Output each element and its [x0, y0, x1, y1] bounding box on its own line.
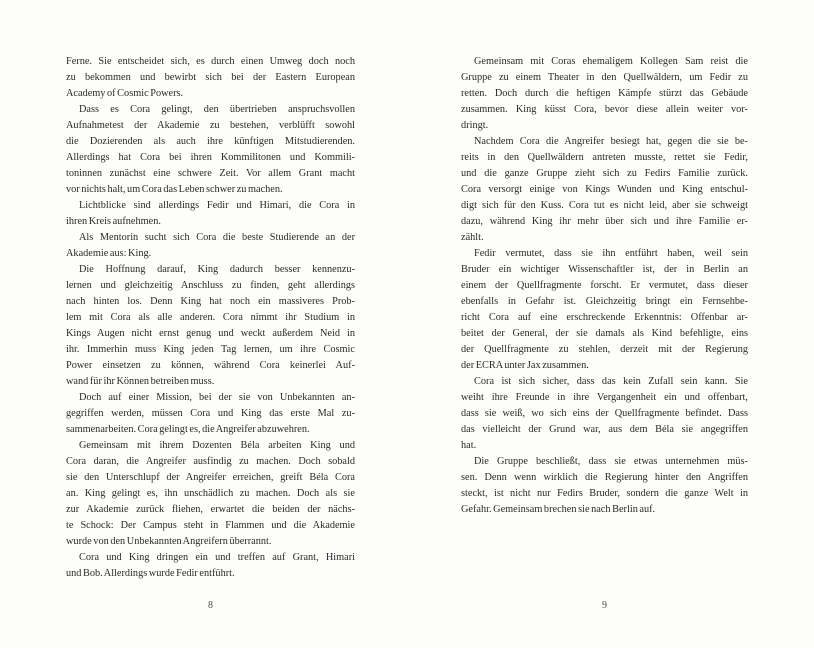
text-line: dringt.: [461, 120, 489, 131]
text-line: lernen und gleichzeitig Anschluss zu finden, geht allerdings: [66, 280, 355, 291]
text-line: Cora daran, die Angreifer ausfindig zu machen. Doch sobald: [66, 456, 355, 467]
text-line: dazu, während King ihr mehr über sich und ihre Familie er-: [461, 216, 748, 227]
text-line: beitet der General, der sie damals als Kind befehligte, eins: [461, 328, 748, 339]
text-line: zu bekommen und bewirbt sich bei der Eastern European: [66, 72, 355, 83]
text-line: das vielleicht der Grund war, aus dem Béla sie angegriffen: [461, 424, 748, 435]
text-line: zur Akademie zurück fliehen, erwartet die beiden der nächs-: [66, 504, 355, 515]
page-right-number: 9: [602, 600, 607, 611]
text-line: Akademie aus: King.: [66, 248, 152, 259]
text-line: Kings Augen nicht ernst genug und weckt außerdem Neid in: [66, 328, 355, 339]
text-line: Cora versorgt einige von Kings Wunden und King entschul-: [461, 184, 748, 195]
text-line: Gemeinsam mit Coras ehemaligem Kollegen Sam reist die: [474, 56, 748, 67]
text-line: sen. Denn wenn wirklich die Regierung hinter den Angriffen: [461, 472, 748, 483]
text-line: Gruppe zu einem Theater in den Quellwäldern, um Fedir zu: [461, 72, 748, 83]
text-line: weiht ihre Freunde in ihre Vergangenheit ein und offenbart,: [461, 392, 748, 403]
text-line: zählt.: [461, 232, 484, 243]
text-line: Die Gruppe beschließt, dass sie etwas unternehmen müs-: [474, 456, 748, 467]
text-line: an. King gelingt es, ihn unschädlich zu machen. Doch als sie: [66, 488, 355, 499]
text-line: te Schock: Der Campus steht in Flammen und die Akademie: [66, 520, 355, 531]
text-line: wand für ihr Können betreiben muss.: [66, 376, 215, 387]
text-line: die Dozierenden als auch ihre künftigen Mitstudierenden.: [66, 136, 355, 147]
text-line: Power einsetzen zu können, während Cora keinerlei Auf-: [66, 360, 355, 371]
text-line: Bruder ein wichtiger Wissenschaftler ist, der in Berlin an: [461, 264, 748, 275]
text-line: gegriffen werden, müssen Cora und King das erste Mal zu-: [66, 408, 355, 419]
text-line: Cora ist sich sicher, dass das kein Zufall sein kann. Sie: [474, 376, 748, 387]
text-line: nach hinten los. Denn King hat noch ein massiveres Prob-: [66, 296, 355, 307]
text-line: richt Cora auf eine erschreckende Erkenntnis: Offenbar ar-: [461, 312, 748, 323]
text-line: dass sie weiß, wo sich eins der Quellfragmente befindet. Dass: [461, 408, 748, 419]
text-line: Nachdem Cora die Angreifer besiegt hat, gegen die sie be-: [474, 136, 748, 147]
text-line: Doch auf einer Mission, bei der sie von Unbekannten an-: [79, 392, 355, 403]
text-line: Gefahr. Gemeinsam brechen sie nach Berlin auf.: [461, 504, 656, 515]
text-line: Lichtblicke sind allerdings Fedir und Himari, die Cora in: [79, 200, 355, 211]
text-line: wurde von den Unbekannten Angreifern überrannt.: [66, 536, 272, 547]
text-line: retten. Doch durch die heftigen Kämpfe stürzt das Gebäude: [461, 88, 748, 99]
text-line: sammenarbeiten. Cora gelingt es, die Angreifer abzuwehren.: [66, 424, 310, 435]
page-left-text: [66, 54, 355, 582]
text-line: Academy of Cosmic Powers.: [66, 88, 184, 99]
text-line: toninnen zunächst eine schwere Zeit. Vor allem Grant macht: [66, 168, 355, 179]
text-line: zusammen. King küsst Cora, bevor diese allein weiter vor-: [461, 104, 748, 115]
text-line: Dass es Cora gelingt, den übertrieben anspruchsvollen: [79, 104, 355, 115]
text-line: reits in den Quellwäldern antreten musste, rettet sie Fedir,: [461, 152, 748, 163]
text-line: der Quellfragmente zu stehlen, derzeit mit der Regierung: [461, 344, 748, 355]
text-line: und Bob. Allerdings wurde Fedir entführt.: [66, 568, 235, 579]
text-line: ebenfalls in Gefahr ist. Gleichzeitig bringt ein Fernsehbe-: [461, 296, 748, 307]
text-line: Allerdings hat Cora bei ihren Kommilitonen und Kommili-: [66, 152, 355, 163]
text-line: Ferne. Sie entscheidet sich, es durch einen Umweg doch noch: [66, 56, 355, 67]
text-line: Die Hoffnung darauf, King dadurch besser kennenzu-: [79, 264, 355, 275]
text-line: der ECRA unter Jax zusammen.: [461, 360, 589, 371]
text-line: Als Mentorin sucht sich Cora die beste Studierende an der: [79, 232, 355, 243]
text-line: lem mit Cora als alle anderen. Cora nimmt ihr Studium in: [66, 312, 355, 323]
text-line: hat.: [461, 440, 477, 451]
page-left-number: 8: [208, 600, 213, 611]
text-line: ihr. Immerhin muss King jeden Tag lernen, um ihre Cosmic: [66, 344, 355, 355]
text-line: und die ganze Gruppe zieht sich zu Fedirs Familie zurück.: [461, 168, 748, 179]
text-line: Gemeinsam mit ihrem Dozenten Béla arbeiten King und: [79, 440, 355, 451]
text-line: sie den Unterschlupf der Angreifer erreichen, greift Béla Cora: [66, 472, 355, 483]
text-line: vor nichts halt, um Cora das Leben schwer zu machen.: [66, 184, 283, 195]
text-line: Fedir vermutet, dass sie ihn entführt haben, weil sein: [474, 248, 748, 259]
text-line: ihren Kreis aufnehmen.: [66, 216, 161, 227]
text-line: einem der Quellfragmente forscht. Er vermutet, dass dieser: [461, 280, 748, 291]
text-line: Cora und King dringen ein und treffen auf Grant, Himari: [79, 552, 355, 563]
text-line: digt sich für den Kuss. Cora tut es nicht leid, aber sie schweigt: [461, 200, 748, 211]
text-line: Aufnahmetest der Akademie zu bestehen, verblüfft sowohl: [66, 120, 355, 131]
page-right-text: [461, 54, 748, 518]
text-line: steckt, ist nicht nur Fedirs Bruder, sondern die ganze Welt in: [461, 488, 748, 499]
